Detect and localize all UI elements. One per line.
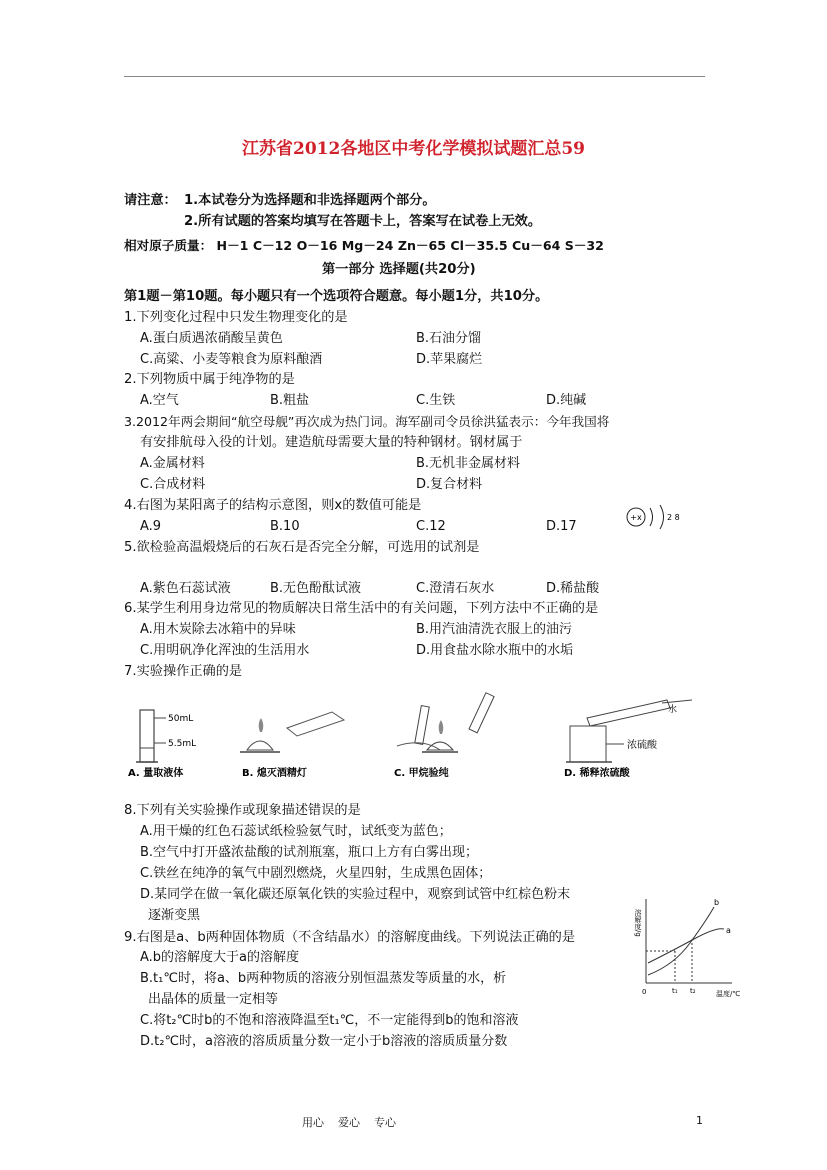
q6-stem: 6.某学生利用身边常见的物质解决日常生活中的有关问题，下列方法中不正确的是 — [124, 601, 599, 616]
notice-line-2: 2.所有试题的答案均填写在答题卡上，答案写在试卷上无效。 — [184, 214, 542, 229]
figure-d-label: D. 稀释浓硫酸 — [564, 768, 630, 779]
q8-option-a: A.用干燥的红色石蕊试纸检验氨气时，试纸变为蓝色； — [140, 824, 452, 839]
q1-option-d: D.苹果腐烂 — [416, 352, 483, 367]
q2-stem: 2.下列物质中属于纯净物的是 — [124, 372, 295, 387]
part1-heading: 第一部分 选择题(共20分) — [322, 262, 476, 277]
q2-option-d: D.纯碱 — [546, 393, 587, 408]
q8-option-c: C.铁丝在纯净的氧气中剧烈燃烧，火星四射，生成黑色固体； — [140, 866, 492, 881]
q5-stem: 5.欲检验高温煅烧后的石灰石是否完全分解，可选用的试剂是 — [124, 540, 480, 555]
svg-text:5.5mL: 5.5mL — [168, 739, 197, 749]
q5-option-b: B.无色酚酞试液 — [270, 581, 362, 596]
q8-stem: 8.下列有关实验操作或现象描述错误的是 — [124, 803, 361, 818]
q3-option-b: B.无机非金属材料 — [416, 456, 521, 471]
q5-option-d: D.稀盐酸 — [546, 581, 600, 596]
nucleus-label: +x — [630, 513, 642, 522]
q3-option-a: A.金属材料 — [140, 456, 205, 471]
t1-label: t₁ — [672, 987, 678, 995]
curve-b — [648, 907, 714, 975]
q9-stem: 9.右图是a、b两种固体物质（不含结晶水）的溶解度曲线。下列说法正确的是 — [124, 930, 576, 945]
page-number: 1 — [696, 1114, 703, 1127]
figure-d-diluting-acid — [566, 700, 692, 762]
q6-option-a: A.用木炭除去冰箱中的异味 — [140, 622, 296, 637]
q8-option-d-line-2: 逐渐变黑 — [148, 908, 201, 923]
q8-option-d-line-1: D.某同学在做一氧化碳还原氧化铁的实验过程中，观察到试管中红棕色粉末 — [140, 887, 571, 902]
q4-stem: 4.右图为某阳离子的结构示意图，则x的数值可能是 — [124, 498, 422, 513]
figure-a-label: A. 量取液体 — [128, 768, 184, 779]
figure-b-alcohol-lamp — [240, 712, 344, 752]
svg-text:50mL: 50mL — [168, 714, 194, 724]
q4-option-b: B.10 — [270, 519, 300, 534]
figure-a-measuring-cylinder — [136, 710, 196, 762]
q4-option-c: C.12 — [416, 519, 446, 534]
q2-option-b: B.粗盐 — [270, 393, 310, 408]
q3-option-d: D.复合材料 — [416, 477, 483, 492]
q9-option-d: D.t₂℃时，a溶液的溶质质量分数一定小于b溶液的溶质质量分数 — [140, 1034, 508, 1049]
q2-option-a: A.空气 — [140, 393, 179, 408]
q7-experiment-figures — [122, 688, 702, 782]
figure-c-label: C. 甲烷验纯 — [394, 768, 449, 779]
figure-b-label: B. 熄灭酒精灯 — [242, 768, 307, 779]
origin-label: 0 — [642, 988, 647, 996]
y-axis-label: 溶解度/g — [634, 909, 642, 937]
q4-option-a: A.9 — [140, 519, 162, 534]
section-intro: 第1题－第10题。每小题只有一个选项符合题意。每小题1分，共10分。 — [124, 289, 549, 304]
q6-option-d: D.用食盐水除水瓶中的水垢 — [416, 643, 574, 658]
q5-option-a: A.紫色石蕊试液 — [140, 581, 231, 596]
footer-motto: 用心 爱心 专心 — [302, 1116, 396, 1129]
svg-text:浓硫酸: 浓硫酸 — [627, 740, 657, 751]
q1-option-c: C.高粱、小麦等粮食为原料酿酒 — [140, 352, 323, 367]
shell-arc-2 — [660, 505, 664, 529]
q2-option-c: C.生铁 — [416, 393, 456, 408]
q9-option-c: C.将t₂℃时b的不饱和溶液降温至t₁℃，不一定能得到b的饱和溶液 — [140, 1013, 519, 1028]
shell-arc-1 — [650, 508, 653, 526]
q6-option-b: B.用汽油清洗衣服上的油污 — [416, 622, 573, 637]
x-axis-label: 温度/℃ — [716, 990, 741, 998]
q3-stem-line-2: 有安排航母入役的计划。建造航母需要大量的特种钢材。钢材属于 — [140, 435, 523, 450]
q8-option-b: B.空气中打开盛浓盐酸的试剂瓶塞，瓶口上方有白雾出现； — [140, 845, 479, 860]
q6-option-c: C.用明矾净化浑浊的生活用水 — [140, 643, 310, 658]
curve-b-label: b — [714, 898, 720, 907]
atomic-mass: 相对原子质量： H－1 C－12 O－16 Mg－24 Zn－65 Cl－35.5 Cu－64 S－32 — [124, 238, 604, 253]
q1-option-b: B.石油分馏 — [416, 331, 482, 346]
page-title: 江苏省2012各地区中考化学模拟试题汇总59 — [242, 139, 585, 159]
ion-structure-diagram — [620, 500, 680, 534]
q7-stem: 7.实验操作正确的是 — [124, 664, 243, 679]
shell-electrons: 2 8 — [667, 513, 680, 522]
figure-c-methane-test — [397, 693, 494, 752]
q9-option-b-line-2: 出晶体的质量一定相等 — [148, 992, 279, 1007]
q5-option-c: C.澄清石灰水 — [416, 581, 495, 596]
curve-a-label: a — [726, 926, 731, 935]
header-rule — [124, 76, 705, 77]
notice-line-1: 1.本试卷分为选择题和非选择题两个部分。 — [184, 193, 436, 208]
solubility-curve-graph — [632, 893, 742, 1001]
q4-option-d: D.17 — [546, 519, 577, 534]
notice-label: 请注意： — [124, 193, 177, 208]
q9-option-a: A.b的溶解度大于a的溶解度 — [140, 950, 300, 965]
q3-stem-line-1: 3.2012年两会期间“航空母舰”再次成为热门词。海军副司令员徐洪猛表示：今年我国将 — [124, 414, 610, 429]
curve-a — [648, 929, 724, 963]
t2-label: t₂ — [690, 987, 696, 995]
svg-text:水: 水 — [668, 705, 678, 715]
q1-stem: 1.下列变化过程中只发生物理变化的是 — [124, 310, 348, 325]
q1-option-a: A.蛋白质遇浓硝酸呈黄色 — [140, 331, 283, 346]
q9-option-b-line-1: B.t₁℃时，将a、b两种物质的溶液分别恒温蒸发等质量的水，析 — [140, 971, 507, 986]
q3-option-c: C.合成材料 — [140, 477, 206, 492]
